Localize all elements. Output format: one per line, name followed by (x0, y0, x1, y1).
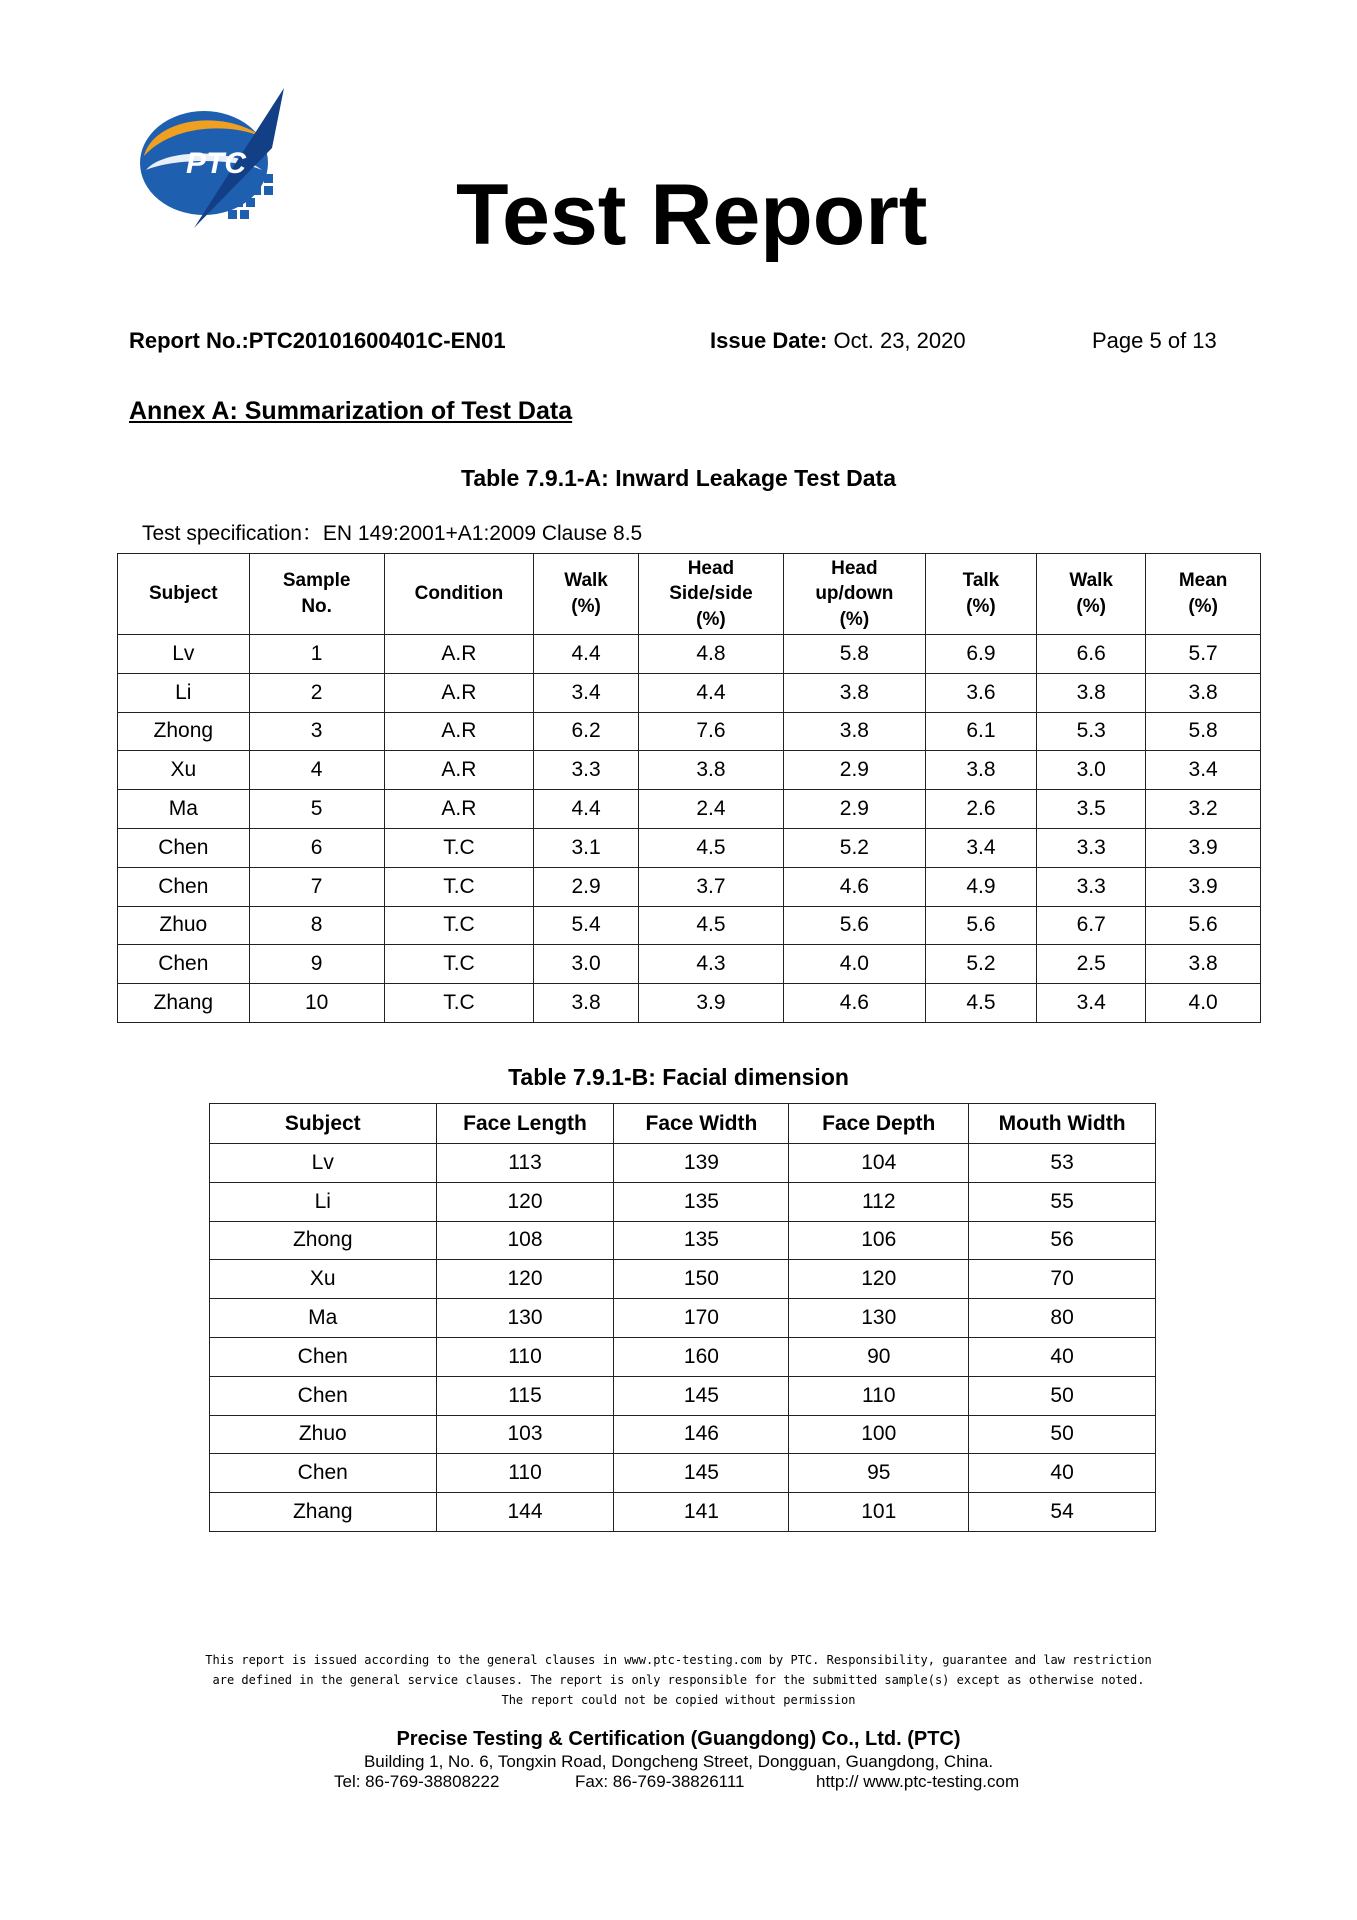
table-row (118, 712, 1261, 751)
table-cell: A.R (384, 712, 534, 751)
table-cell: 3.0 (1037, 751, 1146, 790)
table-cell: Zhuo (210, 1415, 437, 1454)
table-cell: 6.6 (1037, 635, 1146, 674)
issue-date (710, 328, 966, 354)
table-cell: 1 (249, 635, 384, 674)
table-cell: 3.3 (534, 751, 639, 790)
table-row (118, 984, 1261, 1023)
column-header-line: Side/side (669, 583, 753, 605)
table-cell: 3 (249, 712, 384, 751)
column-header-line: Sample (282, 570, 351, 592)
table-cell: 3.0 (534, 945, 639, 984)
table-cell: 5.2 (784, 828, 926, 867)
table-row (210, 1415, 1156, 1454)
table-cell: 90 (789, 1337, 969, 1376)
table-cell: 3.7 (638, 867, 783, 906)
table-cell: 7.6 (638, 712, 783, 751)
table-row (118, 945, 1261, 984)
table-row (210, 1221, 1156, 1260)
table-cell: 146 (614, 1415, 789, 1454)
table-row (118, 828, 1261, 867)
column-header-line: Talk (962, 570, 1000, 592)
table-cell: 3.3 (1037, 867, 1146, 906)
table-header-row (118, 554, 1261, 635)
table-cell: 4.5 (925, 984, 1036, 1023)
table-cell: A.R (384, 790, 534, 829)
table-cell: 95 (789, 1454, 969, 1493)
table-cell: 4.0 (1146, 984, 1261, 1023)
column-header-line: (%) (571, 596, 601, 617)
table-cell: Chen (210, 1454, 437, 1493)
column-header-line: Head (831, 557, 878, 579)
table-cell: 5.6 (784, 906, 926, 945)
table-cell: 104 (789, 1144, 969, 1183)
issue-date-value: Oct. 23, 2020 (827, 328, 966, 353)
column-header-line: Mean (1178, 570, 1228, 592)
table-cell: 2.9 (784, 751, 926, 790)
table-cell: 5.8 (1146, 712, 1261, 751)
table-cell: Chen (118, 828, 250, 867)
column-header-line: (%) (839, 608, 870, 630)
table-cell: 2.4 (638, 790, 783, 829)
logo-letters: PTC (186, 147, 246, 180)
table-cell: 4 (249, 751, 384, 790)
facial-dimension-table (209, 1103, 1156, 1532)
table-cell: 135 (614, 1221, 789, 1260)
table-cell: 5.3 (1037, 712, 1146, 751)
table-cell: 160 (614, 1337, 789, 1376)
table-cell: 2.9 (784, 790, 926, 829)
table-cell: 3.1 (534, 828, 639, 867)
table-cell: 108 (436, 1221, 614, 1260)
table-cell: Zhong (118, 712, 250, 751)
page-title: Test Report (456, 167, 928, 263)
column-header (638, 554, 783, 635)
table-cell: 7 (249, 867, 384, 906)
table-row (210, 1182, 1156, 1221)
table-cell: 5.6 (925, 906, 1036, 945)
table-cell: 50 (969, 1376, 1156, 1415)
table-cell: 2.6 (925, 790, 1036, 829)
table-cell: 120 (436, 1182, 614, 1221)
table-cell: Chen (210, 1337, 437, 1376)
column-header (384, 554, 534, 635)
table-cell: 3.3 (1037, 828, 1146, 867)
table-row (210, 1299, 1156, 1338)
table-cell: 150 (614, 1260, 789, 1299)
table-cell: 120 (436, 1260, 614, 1299)
table-cell: 4.6 (784, 984, 926, 1023)
table-cell: Li (210, 1182, 437, 1221)
table-cell: 40 (969, 1454, 1156, 1493)
annex-title: Annex A: Summarization of Test Data (129, 397, 573, 425)
table-cell: 6.9 (925, 635, 1036, 674)
table-cell: 4.0 (784, 945, 926, 984)
table-cell: 6 (249, 828, 384, 867)
table-cell: Ma (118, 790, 250, 829)
table-cell: 80 (969, 1299, 1156, 1338)
table-cell: 110 (436, 1454, 614, 1493)
footer-website: http:// www.ptc-testing.com (816, 1772, 1020, 1791)
table-cell: 3.8 (925, 751, 1036, 790)
table-row (118, 906, 1261, 945)
column-header-line: (%) (1188, 596, 1218, 617)
table-cell: 3.9 (638, 984, 783, 1023)
column-header-line: Head (687, 557, 735, 579)
column-header: Mouth Width (969, 1104, 1156, 1144)
table-cell: Zhong (210, 1221, 437, 1260)
table-cell: 3.9 (1146, 828, 1261, 867)
table-cell: 101 (789, 1493, 969, 1532)
test-specification: Test specification：EN 149:2001+A1:2009 Clause 8.5 (142, 522, 643, 545)
footer-fax: Fax: 86-769-38826111 (575, 1772, 745, 1791)
table-cell: T.C (384, 984, 534, 1023)
column-header-line: (%) (1076, 596, 1106, 617)
table-cell: 54 (969, 1493, 1156, 1532)
table-cell: T.C (384, 906, 534, 945)
table-cell: 4.8 (638, 635, 783, 674)
table-cell: 3.2 (1146, 790, 1261, 829)
table-cell: 5.4 (534, 906, 639, 945)
table-row (118, 673, 1261, 712)
table-cell: 139 (614, 1144, 789, 1183)
table-cell: 130 (436, 1299, 614, 1338)
table-cell: 112 (789, 1182, 969, 1221)
table-cell: T.C (384, 945, 534, 984)
column-header-line: up/down (815, 583, 894, 605)
issue-date-label: Issue Date: (710, 328, 828, 353)
table-row (210, 1493, 1156, 1532)
table-cell: 3.6 (925, 673, 1036, 712)
table-cell: Zhang (118, 984, 250, 1023)
table-cell: 8 (249, 906, 384, 945)
table-cell: 141 (614, 1493, 789, 1532)
table-cell: 4.9 (925, 867, 1036, 906)
table-cell: 120 (789, 1260, 969, 1299)
column-header: Subject (210, 1104, 437, 1144)
table-cell: Chen (118, 867, 250, 906)
table-cell: 2.9 (534, 867, 639, 906)
ptc-logo (134, 78, 304, 238)
column-header-line: No. (301, 596, 332, 617)
table-cell: 70 (969, 1260, 1156, 1299)
table-b-caption: Table 7.9.1-B: Facial dimension (508, 1064, 849, 1090)
report-number: Report No.:PTC20101600401C-EN01 (129, 328, 506, 353)
table-cell: 113 (436, 1144, 614, 1183)
table-cell: 3.9 (1146, 867, 1261, 906)
table-cell: 2.5 (1037, 945, 1146, 984)
column-header-line: (%) (696, 608, 726, 630)
table-cell: 4.6 (784, 867, 926, 906)
table-a-caption: Table 7.9.1-A: Inward Leakage Test Data (460, 465, 896, 491)
table-cell: Li (118, 673, 250, 712)
table-cell: 4.3 (638, 945, 783, 984)
table-cell: 3.8 (638, 751, 783, 790)
table-cell: 106 (789, 1221, 969, 1260)
table-cell: 56 (969, 1221, 1156, 1260)
table-cell: 115 (436, 1376, 614, 1415)
table-cell: 55 (969, 1182, 1156, 1221)
page-number: Page 5 of 13 (1092, 328, 1217, 353)
table-cell: Zhuo (118, 906, 250, 945)
table-cell: Lv (210, 1144, 437, 1183)
disclaimer-line: are defined in the general service clauses. The report is only responsible for the submitted sample(s) except as otherwise noted. (212, 1673, 1145, 1687)
table-cell: 5.8 (784, 635, 926, 674)
table-cell: 144 (436, 1493, 614, 1532)
column-header: Face Width (614, 1104, 789, 1144)
table-row (118, 867, 1261, 906)
table-row (118, 635, 1261, 674)
table-cell: 53 (969, 1144, 1156, 1183)
table-cell: 10 (249, 984, 384, 1023)
column-header-line: Walk (1069, 570, 1113, 592)
table-cell: T.C (384, 867, 534, 906)
table-cell: 4.4 (534, 635, 639, 674)
table-cell: 40 (969, 1337, 1156, 1376)
table-cell: 110 (436, 1337, 614, 1376)
table-cell: A.R (384, 673, 534, 712)
column-header (118, 554, 250, 635)
column-header (1146, 554, 1261, 635)
disclaimer-line: This report is issued according to the general clauses in www.ptc-testing.com by PTC. Responsibility, guarantee and law restriction (205, 1653, 1152, 1667)
footer-company: Precise Testing & Certification (Guangdong) Co., Ltd. (PTC) (396, 1728, 961, 1750)
column-header (784, 554, 926, 635)
column-header: Face Length (436, 1104, 614, 1144)
table-cell: 130 (789, 1299, 969, 1338)
table-cell: 6.2 (534, 712, 639, 751)
table-cell: 4.5 (638, 828, 783, 867)
table-row (118, 790, 1261, 829)
column-header (534, 554, 639, 635)
table-row (118, 751, 1261, 790)
table-cell: Xu (118, 751, 250, 790)
table-cell: 3.8 (1037, 673, 1146, 712)
column-header (925, 554, 1036, 635)
table-cell: Lv (118, 635, 250, 674)
table-cell: 2 (249, 673, 384, 712)
table-cell: 6.1 (925, 712, 1036, 751)
column-header-line: Condition (414, 583, 504, 605)
table-cell: 4.5 (638, 906, 783, 945)
disclaimer-line: The report could not be copied without permission (501, 1693, 856, 1707)
table-cell: 103 (436, 1415, 614, 1454)
table-cell: 3.8 (1146, 673, 1261, 712)
column-header-line: Subject (149, 583, 218, 605)
footer-tel: Tel: 86-769-38808222 (334, 1772, 500, 1791)
table-cell: 9 (249, 945, 384, 984)
table-cell: Ma (210, 1299, 437, 1338)
table-cell: A.R (384, 751, 534, 790)
table-cell: T.C (384, 828, 534, 867)
table-cell: 3.8 (534, 984, 639, 1023)
footer-address: Building 1, No. 6, Tongxin Road, Dongcheng Street, Dongguan, Guangdong, China. (363, 1752, 994, 1771)
column-header (249, 554, 384, 635)
column-header: Face Depth (789, 1104, 969, 1144)
table-cell: Zhang (210, 1493, 437, 1532)
table-cell: 100 (789, 1415, 969, 1454)
table-cell: Xu (210, 1260, 437, 1299)
table-cell: 110 (789, 1376, 969, 1415)
table-row (210, 1260, 1156, 1299)
table-cell: Chen (210, 1376, 437, 1415)
table-cell: 5.2 (925, 945, 1036, 984)
table-cell: 170 (614, 1299, 789, 1338)
table-cell: 5 (249, 790, 384, 829)
table-cell: Chen (118, 945, 250, 984)
table-cell: 3.8 (1146, 945, 1261, 984)
column-header-line: Walk (564, 570, 608, 592)
table-row (210, 1376, 1156, 1415)
table-cell: 145 (614, 1376, 789, 1415)
table-cell: 3.4 (925, 828, 1036, 867)
table-cell: 6.7 (1037, 906, 1146, 945)
table-cell: 145 (614, 1454, 789, 1493)
table-cell: 50 (969, 1415, 1156, 1454)
table-cell: 135 (614, 1182, 789, 1221)
table-row (210, 1454, 1156, 1493)
column-header (1037, 554, 1146, 635)
table-row (210, 1337, 1156, 1376)
table-header-row (210, 1104, 1156, 1144)
inward-leakage-table (117, 553, 1261, 1023)
table-cell: 5.7 (1146, 635, 1261, 674)
table-cell: A.R (384, 635, 534, 674)
table-cell: 3.8 (784, 712, 926, 751)
table-row (210, 1144, 1156, 1183)
table-cell: 3.8 (784, 673, 926, 712)
column-header-line: (%) (966, 596, 996, 617)
table-cell: 4.4 (534, 790, 639, 829)
table-cell: 3.5 (1037, 790, 1146, 829)
table-cell: 3.4 (1146, 751, 1261, 790)
table-cell: 3.4 (1037, 984, 1146, 1023)
footer-disclaimer (0, 1650, 1357, 1710)
table-cell: 3.4 (534, 673, 639, 712)
table-cell: 5.6 (1146, 906, 1261, 945)
table-cell: 4.4 (638, 673, 783, 712)
